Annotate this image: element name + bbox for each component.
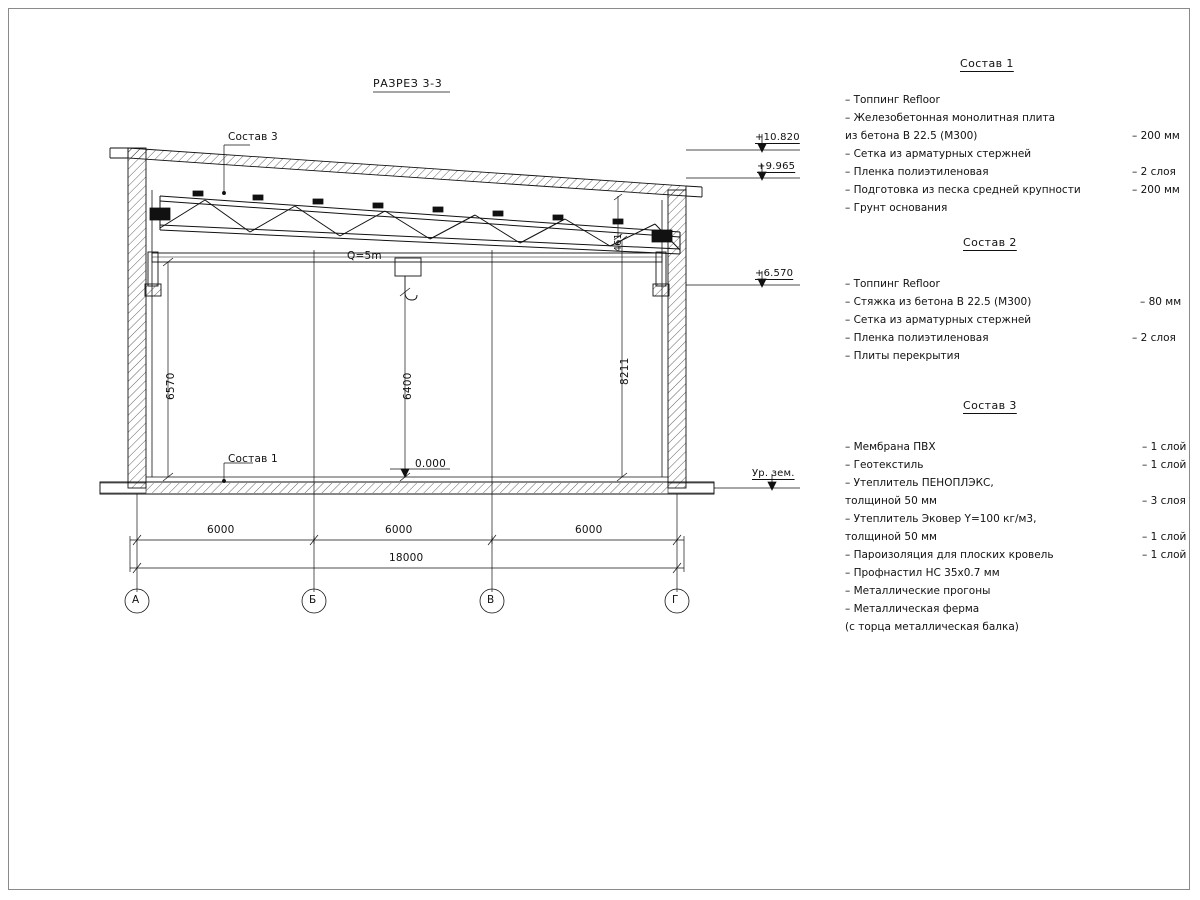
dim-vertical-8211: 8211 (619, 357, 631, 385)
spec-2-val-3: – 2 слоя (1132, 332, 1176, 344)
level-value-1: +10.820 (755, 132, 800, 143)
spec-2-row-1: – Стяжка из бетона В 22.5 (М300) (845, 296, 1032, 308)
spec-3-row-0: – Мембрана ПВХ (845, 441, 936, 453)
axis-label-v: В (487, 594, 495, 606)
spec-3-row-6: – Пароизоляция для плоских кровель (845, 549, 1054, 561)
spec-3-row-5: толщиной 50 мм (845, 531, 937, 543)
spec-1-val-5: – 200 мм (1132, 184, 1180, 196)
zero-level-label: 0.000 (415, 458, 447, 470)
spec-1-val-2: – 200 мм (1132, 130, 1180, 142)
spec-1-row-4: – Пленка полиэтиленовая (845, 166, 989, 178)
axis-bubbles (125, 589, 689, 613)
dim-vertical-6400: 6400 (402, 372, 414, 400)
spec-1-row-2: из бетона В 22.5 (М300) (845, 130, 978, 142)
spec-3-row-3: толщиной 50 мм (845, 495, 937, 507)
dim-total: 18000 (389, 552, 424, 564)
roof-truss (160, 196, 680, 254)
spec-3-val-3: – 3 слоя (1142, 495, 1186, 507)
spec-2-title: Состав 2 (963, 236, 1017, 249)
spec-2-row-0: – Топпинг Refloor (845, 278, 940, 290)
dim-span-2: 6000 (385, 524, 413, 536)
spec-3-val-6: – 1 слой (1142, 549, 1187, 561)
axis-label-g: Г (672, 594, 679, 606)
spec-3-row-10: (с торца металлическая балка) (845, 621, 1019, 633)
spec-1-val-4: – 2 слоя (1132, 166, 1176, 178)
spec-1-row-0: – Топпинг Refloor (845, 94, 940, 106)
spec-1-row-3: – Сетка из арматурных стержней (845, 148, 1032, 160)
spec-3-val-0: – 1 слой (1142, 441, 1187, 453)
spec-2-row-2: – Сетка из арматурных стержней (845, 314, 1032, 326)
leader-lines (222, 145, 253, 483)
spec-3-title: Состав 3 (963, 399, 1017, 412)
spec-1-title: Состав 1 (960, 57, 1014, 70)
spec-2-row-4: – Плиты перекрытия (845, 350, 960, 362)
level-value-2: +9.965 (757, 161, 796, 172)
label-sostav3-callout: Состав 3 (228, 131, 278, 143)
level-value-3: +6.570 (755, 268, 794, 279)
spec-1-row-5: – Подготовка из песка средней крупности (845, 184, 1081, 196)
dim-vertical-461: 461 (613, 233, 624, 252)
spec-3-row-7: – Профнастил НС 35х0.7 мм (845, 567, 1000, 579)
spec-3-val-5: – 1 слой (1142, 531, 1187, 543)
spec-3-row-9: – Металлическая ферма (845, 603, 980, 615)
spec-3-row-2: – Утеплитель ПЕНОПЛЭКС, (845, 477, 994, 489)
ground-level-label: Ур. зем. (752, 468, 795, 479)
crane-beam (145, 252, 669, 300)
axis-label-b: Б (309, 594, 317, 606)
spec-3-row-1: – Геотекстиль (845, 459, 924, 471)
spec-2-row-3: – Пленка полиэтиленовая (845, 332, 989, 344)
spec-3-row-4: – Утеплитель Эковер Y=100 кг/м3, (845, 513, 1037, 525)
spec-1-row-6: – Грунт основания (845, 202, 948, 214)
spec-3-val-1: – 1 слой (1142, 459, 1187, 471)
dim-vertical-6570: 6570 (165, 372, 177, 400)
axis-label-a: А (132, 594, 140, 606)
section-title: РАЗРЕЗ 3-3 (373, 77, 443, 90)
dim-span-3: 6000 (575, 524, 603, 536)
crane-load-label: Q=5m (347, 250, 382, 262)
label-sostav1-callout: Состав 1 (228, 453, 278, 465)
dim-span-1: 6000 (207, 524, 235, 536)
spec-2-val-1: – 80 мм (1140, 296, 1182, 308)
spec-3-row-8: – Металлические прогоны (845, 585, 991, 597)
spec-1-row-1: – Железобетонная монолитная плита (845, 112, 1056, 124)
